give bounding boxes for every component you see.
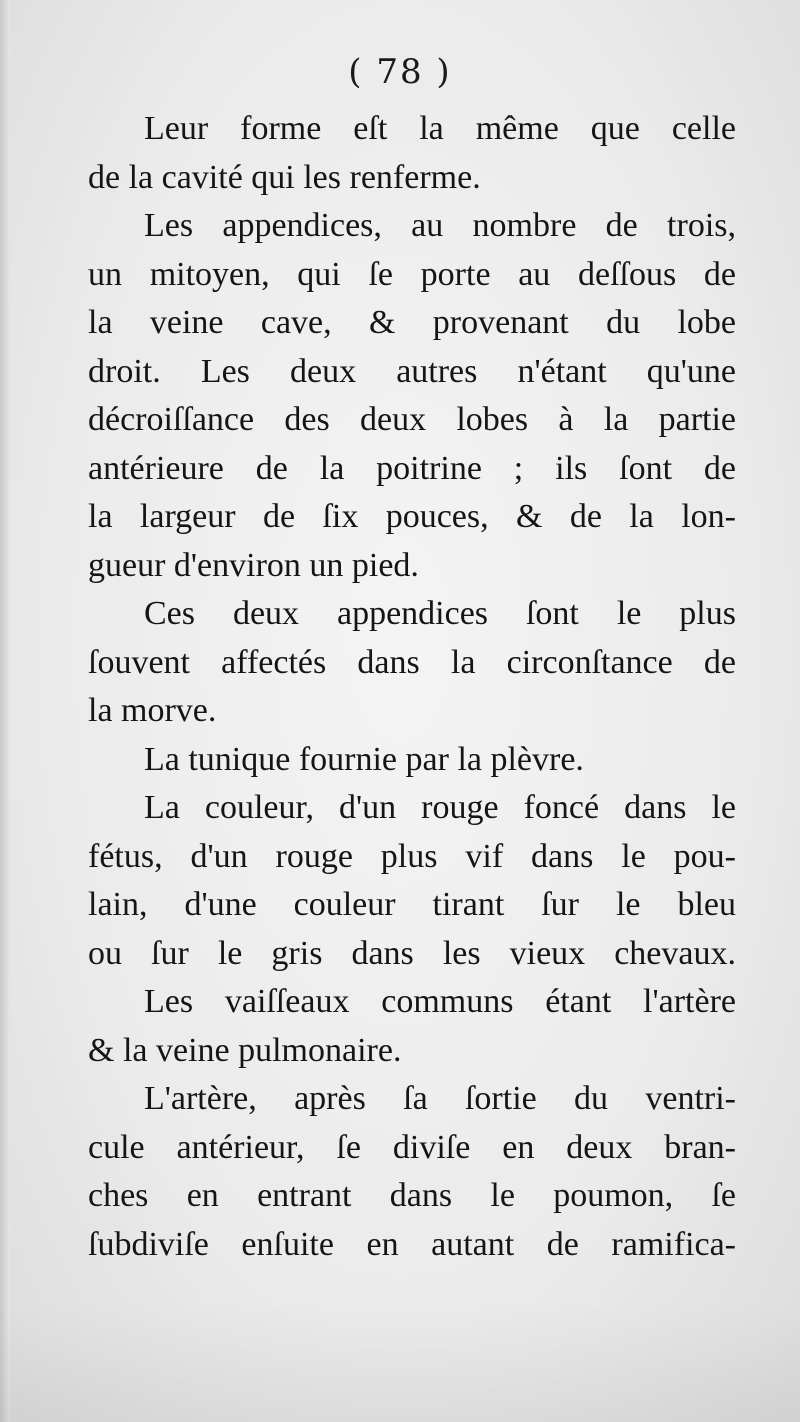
text-line: antérieure de la poitrine ; ils ſont de: [88, 449, 736, 487]
text-line: droit. Les deux autres n'étant qu'une: [88, 352, 736, 390]
text-line: La couleur, d'un rouge foncé dans le: [144, 789, 736, 826]
text-line: & la veine pulmonaire.: [88, 1031, 402, 1069]
text-line: la largeur de ſix pouces, & de la lon-: [88, 498, 736, 535]
text-line: un mitoyen, qui ſe porte au deſſous de: [88, 255, 736, 293]
page-number: ( 78 ): [348, 52, 452, 92]
text-line: de la cavité qui les renferme.: [88, 158, 481, 196]
body-text: [88, 105, 736, 1269]
text-line: Les appendices, au nombre de trois,: [144, 207, 736, 244]
page-shading: [0, 1302, 800, 1422]
text-line: gueur d'environ un pied.: [88, 546, 419, 584]
text-line: ſouvent affectés dans la circonſtance de: [88, 643, 736, 681]
text-line: Ces deux appendices ſont le plus: [144, 595, 736, 632]
text-line: Les vaiſſeaux communs étant l'artère: [144, 983, 736, 1020]
text-line: la veine cave, & provenant du lobe: [88, 304, 736, 341]
text-line: cule antérieur, ſe diviſe en deux bran-: [88, 1128, 736, 1166]
text-line: la morve.: [88, 692, 217, 729]
text-line: ou ſur le gris dans les vieux chevaux.: [88, 934, 736, 972]
text-line: ches en entrant dans le poumon, ſe: [88, 1177, 736, 1214]
text-line: décroiſſance des deux lobes à la partie: [88, 401, 736, 438]
text-line: ſubdiviſe enſuite en autant de ramifica-: [88, 1225, 736, 1263]
text-line: Leur forme eſt la même que celle: [144, 110, 736, 147]
text-line: lain, d'une couleur tirant ſur le bleu: [88, 886, 736, 923]
text-line: La tunique fournie par la plèvre.: [144, 740, 584, 778]
page-binding-edge: [0, 0, 10, 1422]
text-line: fétus, d'un rouge plus vif dans le pou-: [88, 837, 736, 875]
text-line: L'artère, après ſa ſortie du ventri-: [144, 1080, 736, 1117]
